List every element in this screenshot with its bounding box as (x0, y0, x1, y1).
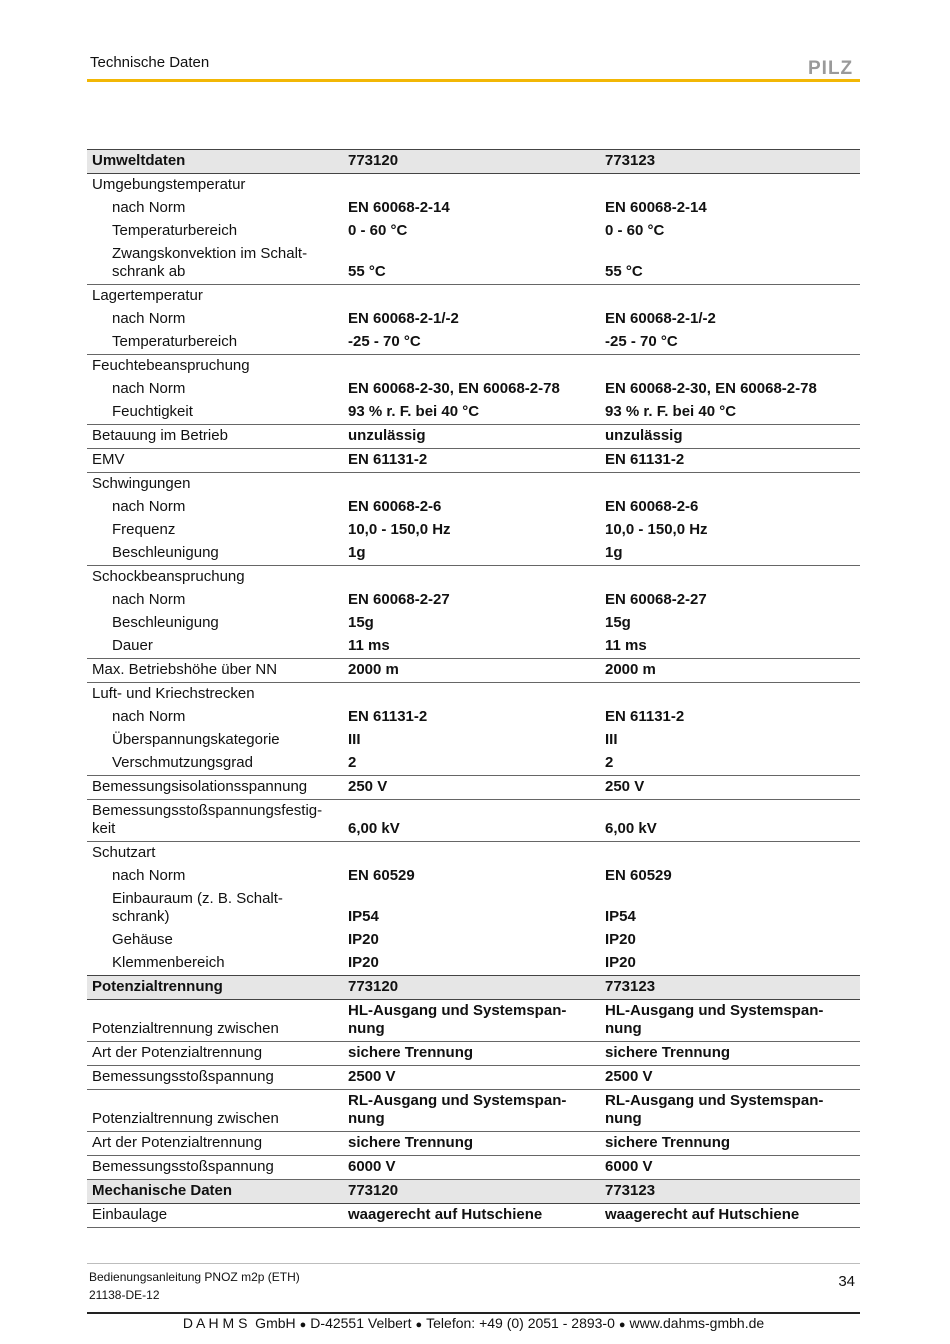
row-label: Temperaturbereich (87, 331, 343, 355)
value-773123: 1g (600, 542, 860, 566)
value-773123: EN 61131-2 (600, 449, 860, 473)
row-label: EMV (87, 449, 343, 473)
value-773120: EN 60068-2-14 (348, 199, 450, 216)
value-773120: -25 - 70 °C (343, 331, 600, 355)
row-label: Bemessungsstoßspannung (87, 1066, 343, 1090)
row-label: Zwangskonvektion im Schalt- schrank ab (87, 243, 343, 285)
value-773120 (343, 355, 600, 379)
table-row (87, 308, 860, 331)
row-label: nach Norm (112, 498, 186, 515)
value-773120: 11 ms (343, 635, 600, 659)
row-label: Verschmutzungsgrad (87, 752, 343, 776)
value-773120: EN 61131-2 (348, 708, 428, 725)
value-773123: IP20 (605, 954, 636, 971)
row-label: nach Norm (112, 591, 186, 608)
value-773123: 773123 (600, 976, 860, 1000)
value-773123: 11 ms (600, 635, 860, 659)
value-773120: 2000 m (343, 659, 600, 683)
value-773123: waagerecht auf Hutschiene (600, 1204, 860, 1228)
row-label: nach Norm (112, 199, 186, 216)
value-773120: 93 % r. F. bei 40 °C (343, 401, 600, 425)
table-row (87, 952, 860, 976)
table-row (87, 220, 860, 243)
value-773123: EN 60068-2-30, EN 60068-2-78 (605, 380, 817, 397)
value-773120: 6,00 kV (343, 800, 600, 842)
table-row (87, 659, 860, 683)
table-row (87, 589, 860, 612)
value-773123: 2000 m (600, 659, 860, 683)
value-773123: 773123 (600, 150, 860, 174)
value-773123: EN 60068-2-1/-2 (605, 310, 716, 327)
value-773123: 55 °C (600, 243, 860, 285)
value-773120: sichere Trennung (343, 1042, 600, 1066)
value-773123: EN 60068-2-27 (605, 591, 707, 608)
value-773123 (600, 355, 860, 379)
row-label: Einbaulage (87, 1204, 343, 1228)
row-label: Luft- und Kriechstrecken (92, 685, 255, 702)
value-773120: EN 60068-2-30, EN 60068-2-78 (348, 380, 560, 397)
value-773120: EN 60068-2-1/-2 (348, 310, 459, 327)
table-row (87, 1132, 860, 1156)
value-773123: HL-Ausgang und Systemspan- nung (600, 1000, 860, 1042)
value-773120: III (348, 731, 361, 748)
value-773120 (343, 285, 600, 309)
value-773120: EN 60068-2-27 (348, 591, 450, 608)
row-label: Klemmenbereich (112, 954, 225, 971)
value-773123 (600, 683, 860, 707)
row-label: Feuchtebeanspruchung (92, 357, 250, 374)
value-773123: IP20 (605, 931, 636, 948)
row-label: Umgebungstemperatur (92, 176, 246, 193)
value-773123: EN 60068-2-14 (605, 199, 707, 216)
value-773123: sichere Trennung (600, 1132, 860, 1156)
row-label: Bemessungsstoßspannungsfestig- keit (87, 800, 343, 842)
row-label: Art der Potenzialtrennung (87, 1042, 343, 1066)
value-773120: IP20 (348, 931, 379, 948)
footer-divider (87, 1263, 860, 1264)
table-row (87, 1066, 860, 1090)
row-label: Potenzialtrennung (87, 976, 343, 1000)
value-773123: 250 V (600, 776, 860, 800)
table-row (87, 496, 860, 519)
table-row (87, 566, 860, 590)
table-row (87, 1090, 860, 1132)
row-label: Beschleunigung (112, 614, 219, 631)
table-row (87, 1042, 860, 1066)
value-773120: RL-Ausgang und Systemspan- nung (343, 1090, 600, 1132)
row-label: Temperaturbereich (112, 222, 238, 239)
technical-data-table (87, 149, 860, 1228)
row-label: Dauer (87, 635, 343, 659)
value-773120: 0 - 60 °C (348, 222, 408, 239)
value-773123: EN 60068-2-6 (605, 498, 699, 515)
header-accent-rule (87, 79, 860, 82)
table-row (87, 425, 860, 449)
row-label: Mechanische Daten (87, 1180, 343, 1204)
value-773123: unzulässig (600, 425, 860, 449)
row-label: nach Norm (112, 310, 186, 327)
value-773123 (600, 285, 860, 309)
row-label: Überspannungskategorie (112, 731, 280, 748)
table-row (87, 197, 860, 220)
value-773120: IP20 (348, 954, 379, 971)
value-773123 (600, 842, 860, 866)
value-773120: 15g (348, 614, 374, 631)
value-773120: EN 60068-2-6 (348, 498, 442, 515)
value-773123: 15g (605, 614, 631, 631)
value-773123: 93 % r. F. bei 40 °C (600, 401, 860, 425)
table-row (87, 1156, 860, 1180)
value-773120: HL-Ausgang und Systemspan- nung (343, 1000, 600, 1042)
value-773120: EN 61131-2 (343, 449, 600, 473)
company-address: D-42551 Velbert (310, 1315, 412, 1331)
table-row (87, 683, 860, 707)
value-773120: 773120 (343, 1180, 600, 1204)
value-773123: RL-Ausgang und Systemspan- nung (600, 1090, 860, 1132)
table-row (87, 174, 860, 198)
table-row (87, 542, 860, 566)
row-label: Umweltdaten (87, 150, 343, 174)
value-773120: 10,0 - 150,0 Hz (348, 521, 451, 538)
value-773120: unzulässig (343, 425, 600, 449)
page-header-title: Technische Daten (90, 54, 210, 71)
table-row (87, 729, 860, 752)
table-row (87, 285, 860, 309)
value-773123: 773123 (600, 1180, 860, 1204)
footer-company-rule (87, 1312, 860, 1314)
table-row (87, 612, 860, 635)
value-773123 (600, 174, 860, 198)
row-label: Bemessungsisolationsspannung (87, 776, 343, 800)
table-row (87, 800, 860, 842)
value-773120: waagerecht auf Hutschiene (343, 1204, 600, 1228)
table-row (87, 865, 860, 888)
table-row (87, 888, 860, 929)
value-773123: sichere Trennung (600, 1042, 860, 1066)
value-773120 (343, 174, 600, 198)
value-773123: EN 61131-2 (605, 708, 685, 725)
value-773123: 6,00 kV (600, 800, 860, 842)
company-website: www.dahms-gmbh.de (629, 1315, 765, 1331)
row-label: Potenzialtrennung zwischen (87, 1090, 343, 1132)
table-row (87, 752, 860, 776)
section-header-row (87, 150, 860, 174)
row-label: nach Norm (112, 380, 186, 397)
table-row (87, 473, 860, 497)
value-773123: -25 - 70 °C (600, 331, 860, 355)
table-row (87, 355, 860, 379)
table-row (87, 842, 860, 866)
company-name: D A H M S GmbH (182, 1315, 296, 1331)
row-label: Schockbeanspruchung (92, 568, 245, 585)
value-773123: 6000 V (600, 1156, 860, 1180)
table-row (87, 635, 860, 659)
value-773120: 6000 V (343, 1156, 600, 1180)
value-773120: 773120 (343, 976, 600, 1000)
value-773120: 773120 (343, 150, 600, 174)
row-label: Betauung im Betrieb (87, 425, 343, 449)
footer-doc-id: 21138-DE-12 (89, 1288, 160, 1302)
value-773120 (343, 683, 600, 707)
value-773120: EN 60529 (348, 867, 415, 884)
row-label: Art der Potenzialtrennung (87, 1132, 343, 1156)
table-row (87, 1204, 860, 1228)
value-773120: sichere Trennung (343, 1132, 600, 1156)
section-header-row (87, 1180, 860, 1204)
value-773120 (343, 566, 600, 590)
table-row (87, 401, 860, 425)
value-773123: 10,0 - 150,0 Hz (605, 521, 708, 538)
row-label: Lagertemperatur (92, 287, 203, 304)
row-label: Max. Betriebshöhe über NN (87, 659, 343, 683)
table-row (87, 929, 860, 952)
row-label: Feuchtigkeit (87, 401, 343, 425)
row-label: Potenzialtrennung zwischen (87, 1000, 343, 1042)
row-label: nach Norm (112, 867, 186, 884)
value-773123 (600, 566, 860, 590)
section-header-row (87, 976, 860, 1000)
pilz-logo-text: PILZ (808, 58, 854, 78)
row-label: Frequenz (112, 521, 176, 538)
table-row (87, 331, 860, 355)
company-phone: Telefon: +49 (0) 2051 - 2893-0 (426, 1315, 615, 1331)
value-773123: III (605, 731, 618, 748)
table-row (87, 378, 860, 401)
row-label: Gehäuse (112, 931, 173, 948)
table-row (87, 449, 860, 473)
page-number: 34 (838, 1273, 855, 1290)
footer-doc-title: Bedienungsanleitung PNOZ m2p (ETH) (89, 1270, 300, 1284)
value-773123: 2 (600, 752, 860, 776)
value-773123: IP54 (605, 908, 636, 925)
value-773120 (343, 473, 600, 497)
pilz-logo (808, 56, 860, 78)
row-label: nach Norm (112, 708, 186, 725)
value-773120: 55 °C (343, 243, 600, 285)
row-label: Schwingungen (92, 475, 191, 492)
value-773120 (343, 842, 600, 866)
value-773120: 2500 V (343, 1066, 600, 1090)
value-773123: EN 60529 (605, 867, 672, 884)
table-row (87, 776, 860, 800)
table-row (87, 1000, 860, 1042)
row-label: Schutzart (92, 844, 156, 861)
table-row (87, 706, 860, 729)
table-row (87, 243, 860, 285)
value-773123: 2500 V (600, 1066, 860, 1090)
value-773120: 2 (343, 752, 600, 776)
value-773120: 1g (343, 542, 600, 566)
row-label: Bemessungsstoßspannung (87, 1156, 343, 1180)
footer-company-line: D A H M S GmbH ● D-42551 Velbert ● Telefon: +49 (0) 2051 - 2893-0 ● www.dahms-gmbh.de (182, 1315, 765, 1331)
table-row (87, 519, 860, 542)
value-773123 (600, 473, 860, 497)
row-label: Einbauraum (z. B. Schalt- schrank) (112, 890, 283, 925)
value-773123: 0 - 60 °C (605, 222, 665, 239)
value-773120: IP54 (348, 908, 379, 925)
row-label: Beschleunigung (87, 542, 343, 566)
value-773120: 250 V (343, 776, 600, 800)
